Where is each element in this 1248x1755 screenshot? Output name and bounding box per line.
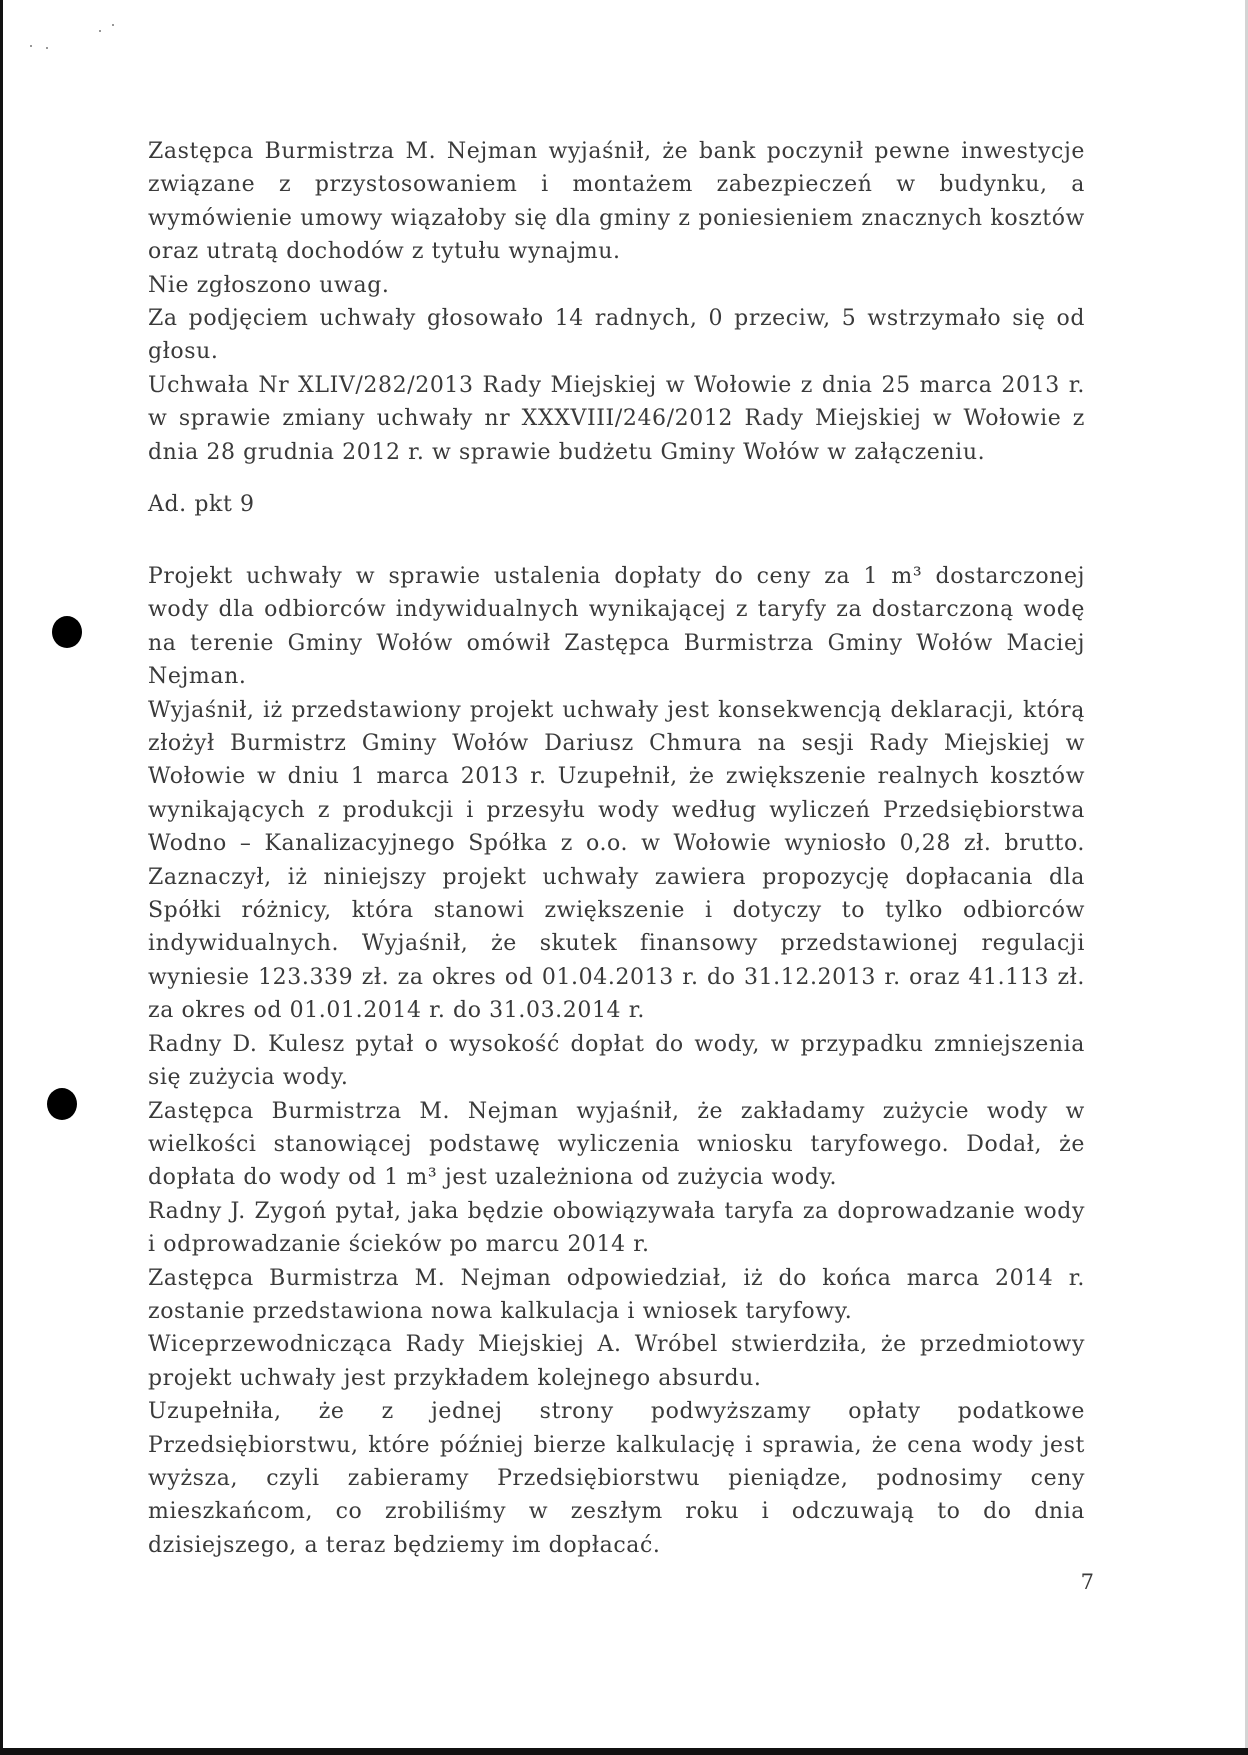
text-block-previous-item: [148, 135, 1085, 469]
text-block-item-9: [148, 560, 1085, 1562]
paragraph: Zastępca Burmistrza M. Nejman wyjaśnił, że bank poczynił pewne inwestycje związane z przystosowaniem i montażem zabezpieczeń w budynku, a wymówienie umowy wiązałoby się dla gminy z poniesieniem znacznych kosztów oraz utratą dochodów z tytułu wynajmu.: [148, 139, 1085, 265]
punch-hole: [52, 616, 82, 648]
heading-text: Ad. pkt 9: [148, 492, 255, 517]
scan-speck: [112, 24, 114, 26]
paragraph: Projekt uchwały w sprawie ustalenia dopłaty do ceny za 1 m³ dostarczonej wody dla odbiorców indywidualnych wynikającej z taryfy za dostarczoną wodę na terenie Gminy Wołów omówił Zastępca Burmistrza Gminy Wołów Maciej Nejman.: [148, 564, 1085, 690]
paragraph: Radny J. Zygoń pytał, jaka będzie obowiązywała taryfa za doprowadzanie wody i odprowadzanie ścieków po marcu 2014 r.: [148, 1198, 1085, 1258]
paragraph: Za podjęciem uchwały głosowało 14 radnych, 0 przeciw, 5 wstrzymało się od głosu.: [148, 306, 1085, 365]
paragraph: Zastępca Burmistrza M. Nejman odpowiedział, iż do końca marca 2014 r. zostanie przedstawiona nowa kalkulacja i wniosek taryfowy.: [148, 1265, 1085, 1324]
paragraph: Zastępca Burmistrza M. Nejman wyjaśnił, że zakładamy zużycie wody w wielkości stanowiącej podstawę wyliczenia wniosku taryfowego. Dodał, że dopłata do wody od 1 m³ jest uzależniona od zużycia wody.: [148, 1098, 1085, 1191]
section-heading: [148, 488, 1085, 521]
scan-edge-left: [0, 0, 3, 1755]
scan-speck: [46, 47, 48, 49]
paragraph: Uzupełniła, że z jednej strony podwyższamy opłaty podatkowe Przedsiębiorstwu, które później bierze kalkulację i sprawia, że cena wody jest wyższa, czyli zabieramy Przedsiębiorstwu pieniądze, podnosimy ceny mieszkańcom, co zrobiliśmy w zeszłym roku i odczuwają to do dnia dzisiejszego, a teraz będziemy im dopłacać.: [148, 1399, 1085, 1558]
scan-speck: [30, 45, 32, 47]
scan-speck: [99, 30, 101, 32]
paragraph: Uchwała Nr XLIV/282/2013 Rady Miejskiej w Wołowie z dnia 25 marca 2013 r. w sprawie zmiany uchwały nr XXXVIII/246/2012 Rady Miejskiej w Wołowie z dnia 28 grudnia 2012 r. w sprawie budżetu Gminy Wołów w załączeniu.: [148, 372, 1085, 465]
paragraph: Wyjaśnił, iż przedstawiony projekt uchwały jest konsekwencją deklaracji, którą złożył Burmistrz Gminy Wołów Dariusz Chmura na sesji Rady Miejskiej w Wołowie w dniu 1 marca 2013 r. Uzupełnił, że zwiększenie realnych kosztów wynikających z produkcji i przesyłu wody według wyliczeń Przedsiębiorstwa Wodno – Kanalizacyjnego Spółka z o.o. w Wołowie wyniosło 0,28 zł. brutto. Zaznaczył, iż niniejszy projekt uchwały zawiera propozycję dopłacania dla Spółki różnicy, która stanowi zwiększenie i dotyczy to tylko odbiorców indywidualnych. Wyjaśnił, że skutek finansowy przedstawionej regulacji wyniesie 123.339 zł. za okres od 01.04.2013 r. do 31.12.2013 r. oraz 41.113 zł. za okres od 01.01.2014 r. do 31.03.2014 r.: [148, 697, 1085, 1024]
page-number: 7: [1080, 1570, 1094, 1594]
paragraph: Nie zgłoszono uwag.: [148, 272, 390, 298]
paragraph: Wiceprzewodnicząca Rady Miejskiej A. Wróbel stwierdziła, że przedmiotowy projekt uchwały jest przykładem kolejnego absurdu.: [148, 1332, 1085, 1391]
punch-hole: [47, 1088, 77, 1120]
paragraph: Radny D. Kulesz pytał o wysokość dopłat do wody, w przypadku zmniejszenia się zużycia wody.: [148, 1031, 1085, 1091]
scan-edge-bottom: [0, 1748, 1248, 1755]
